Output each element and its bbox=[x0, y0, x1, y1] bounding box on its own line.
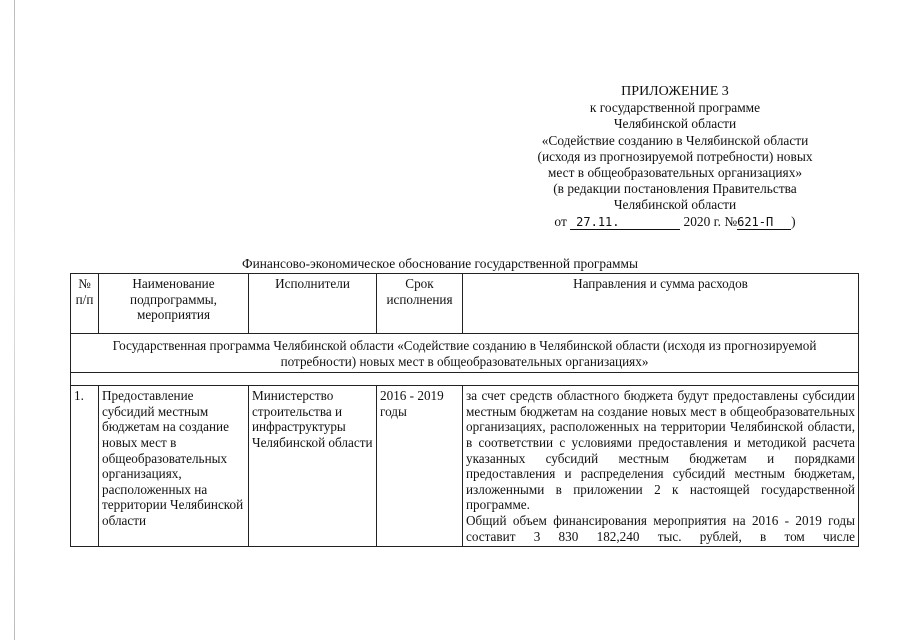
spacer-cell bbox=[71, 373, 859, 386]
row-executors: Министерство строительства и инфраструктуры Челябинской области bbox=[249, 386, 377, 547]
appendix-title: ПРИЛОЖЕНИЕ 3 bbox=[621, 84, 729, 99]
program-row bbox=[71, 334, 859, 373]
table-title: Финансово-экономическое обоснование государственной программы bbox=[242, 256, 638, 271]
appendix-line: (в редакции постановления Правительства bbox=[553, 181, 797, 197]
resolution-date-line bbox=[495, 214, 855, 230]
year-suffix: 2020 г. № bbox=[683, 213, 738, 229]
header-term: Срок исполнения bbox=[377, 274, 463, 334]
program-title: Государственная программа Челябинской области «Содействие созданию в Челябинской области (исходя из прогнозируемой потребности) новых мест в общеобразовательных организациях» bbox=[71, 334, 859, 373]
date-prefix: от bbox=[554, 213, 567, 229]
row-directions bbox=[463, 386, 859, 547]
resolution-number: 621-П bbox=[737, 216, 791, 230]
row-term: 2016 - 2019 годы bbox=[377, 386, 463, 547]
header-num: № п/п bbox=[71, 274, 99, 334]
header-executors: Исполнители bbox=[249, 274, 377, 334]
header-directions: Направления и сумма расходов bbox=[463, 274, 859, 334]
row-name: Предоставление субсидий местным бюджетам на создание новых мест в общеобразовательных организациях, расположенных на территории Челябинской области bbox=[99, 386, 249, 547]
appendix-line: Челябинской области bbox=[613, 116, 737, 132]
appendix-line: мест в общеобразовательных организациях» bbox=[547, 165, 803, 181]
financing-paragraph: Общий объем финансирования мероприятия на 2016 - 2019 годы составит 3 830 182,240 тыс. рублей, в том числе bbox=[466, 512, 855, 544]
close-paren: ) bbox=[791, 213, 796, 229]
table-row bbox=[71, 386, 859, 547]
spacer-row bbox=[71, 373, 859, 386]
date-value: 27.11. bbox=[570, 216, 680, 230]
scan-edge-shadow bbox=[14, 0, 15, 640]
appendix-line: (исходя из прогнозируемой потребности) новых bbox=[537, 148, 813, 164]
financial-justification-table bbox=[70, 273, 859, 547]
appendix-header bbox=[495, 84, 855, 230]
appendix-line: Челябинской области bbox=[613, 197, 737, 213]
header-row bbox=[71, 274, 859, 334]
directions-paragraph: за счет средств областного бюджета будут предоставлены субсидии местным бюджетам на создание новых мест в общеобразовательных организациях, расположенных на территории Челябинской области, в соответствии с условиями предоставления и методикой расчета указанных субсидий местным бюджетам и порядками предоставления и распределения субсидий местным бюджетам, изложенными в приложении 2 к настоящей государственной программе. bbox=[466, 388, 855, 513]
appendix-line: «Содействие созданию в Челябинской области bbox=[541, 132, 809, 148]
header-name: Наименование подпрограммы, мероприятия bbox=[99, 274, 249, 334]
row-num: 1. bbox=[71, 386, 99, 547]
appendix-line: к государственной программе bbox=[589, 100, 761, 116]
